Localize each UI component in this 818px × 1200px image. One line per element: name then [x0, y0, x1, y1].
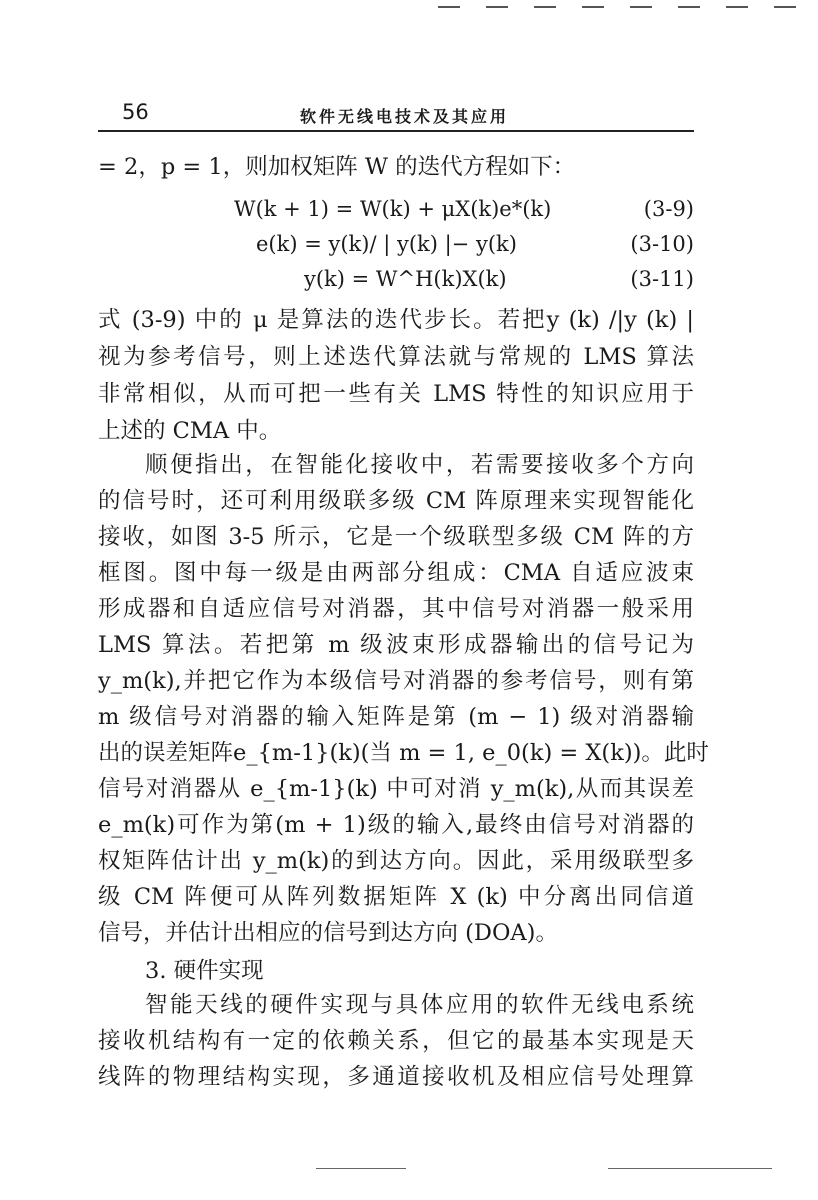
text-line: 出的误差矩阵e_{m-1}(k)(当 m = 1, e_0(k) = X(k))。此时: [98, 740, 709, 766]
page-number: 56: [122, 100, 149, 124]
book-title: 软件无线电技术及其应用: [300, 107, 510, 126]
bottom-rule-left: [316, 1168, 406, 1170]
text-line: 接收机结构有一定的依赖关系，但它的最基本实现是天: [98, 1028, 694, 1054]
equation-3-9: [98, 194, 694, 224]
text-line: LMS 算法。若把第 m 级波束形成器输出的信号记为: [98, 632, 694, 658]
text-line: 权矩阵估计出 y_m(k)的到达方向。因此，采用级联型多: [98, 848, 694, 874]
equation-3-11: [98, 264, 694, 294]
equation-number: (3-9): [643, 197, 694, 221]
text-line: 线阵的物理结构实现，多通道接收机及相应信号处理算: [98, 1064, 694, 1090]
section-heading: 3. 硬件实现: [145, 958, 264, 984]
equation-formula: e(k) = y(k)/ | y(k) |− y(k): [256, 232, 517, 256]
text-line: 智能天线的硬件实现与具体应用的软件无线电系统: [145, 992, 694, 1018]
text-line: m 级信号对消器的输入矩阵是第 (m − 1) 级对消器输: [98, 704, 694, 730]
text-line: 非常相似，从而可把一些有关 LMS 特性的知识应用于: [98, 381, 694, 407]
text-line: 顺便指出，在智能化接收中，若需要接收多个方向: [145, 452, 694, 478]
equation-number: (3-11): [630, 267, 694, 291]
text-line: 信号，并估计出相应的信号到达方向 (DOA)。: [98, 920, 558, 946]
equation-formula: W(k + 1) = W(k) + μX(k)e*(k): [234, 197, 552, 221]
text-line: 接收，如图 3-5 所示，它是一个级联型多级 CM 阵的方: [98, 524, 694, 550]
text-line: y_m(k),并把它作为本级信号对消器的参考信号，则有第: [98, 668, 694, 694]
bottom-rule-right: [608, 1168, 772, 1170]
intro-line: = 2，p = 1，则加权矩阵 W 的迭代方程如下：: [98, 154, 576, 180]
equation-formula: y(k) = W^H(k)X(k): [304, 267, 507, 291]
top-dashes-decoration: [430, 6, 818, 10]
page-header: [100, 96, 694, 130]
text-line: e_m(k)可作为第(m + 1)级的输入,最终由信号对消器的: [98, 812, 694, 838]
text-line: 式 (3-9) 中的 μ 是算法的迭代步长。若把y (k) /|y (k) |: [98, 307, 694, 333]
text-line: 上述的 CMA 中。: [98, 418, 282, 444]
text-line: 的信号时，还可利用级联多级 CM 阵原理来实现智能化: [98, 488, 694, 514]
text-line: 信号对消器从 e_{m-1}(k) 中可对消 y_m(k),从而其误差: [98, 776, 694, 802]
text-line: 级 CM 阵便可从阵列数据矩阵 X (k) 中分离出同信道: [98, 884, 694, 910]
equation-number: (3-10): [630, 232, 694, 256]
equation-3-10: [98, 229, 694, 259]
text-line: 形成器和自适应信号对消器，其中信号对消器一般采用: [98, 596, 694, 622]
text-line: 框图。图中每一级是由两部分组成：CMA 自适应波束: [98, 560, 694, 586]
text-line: 视为参考信号，则上述迭代算法就与常规的 LMS 算法: [98, 344, 694, 370]
header-rule: [98, 130, 694, 132]
